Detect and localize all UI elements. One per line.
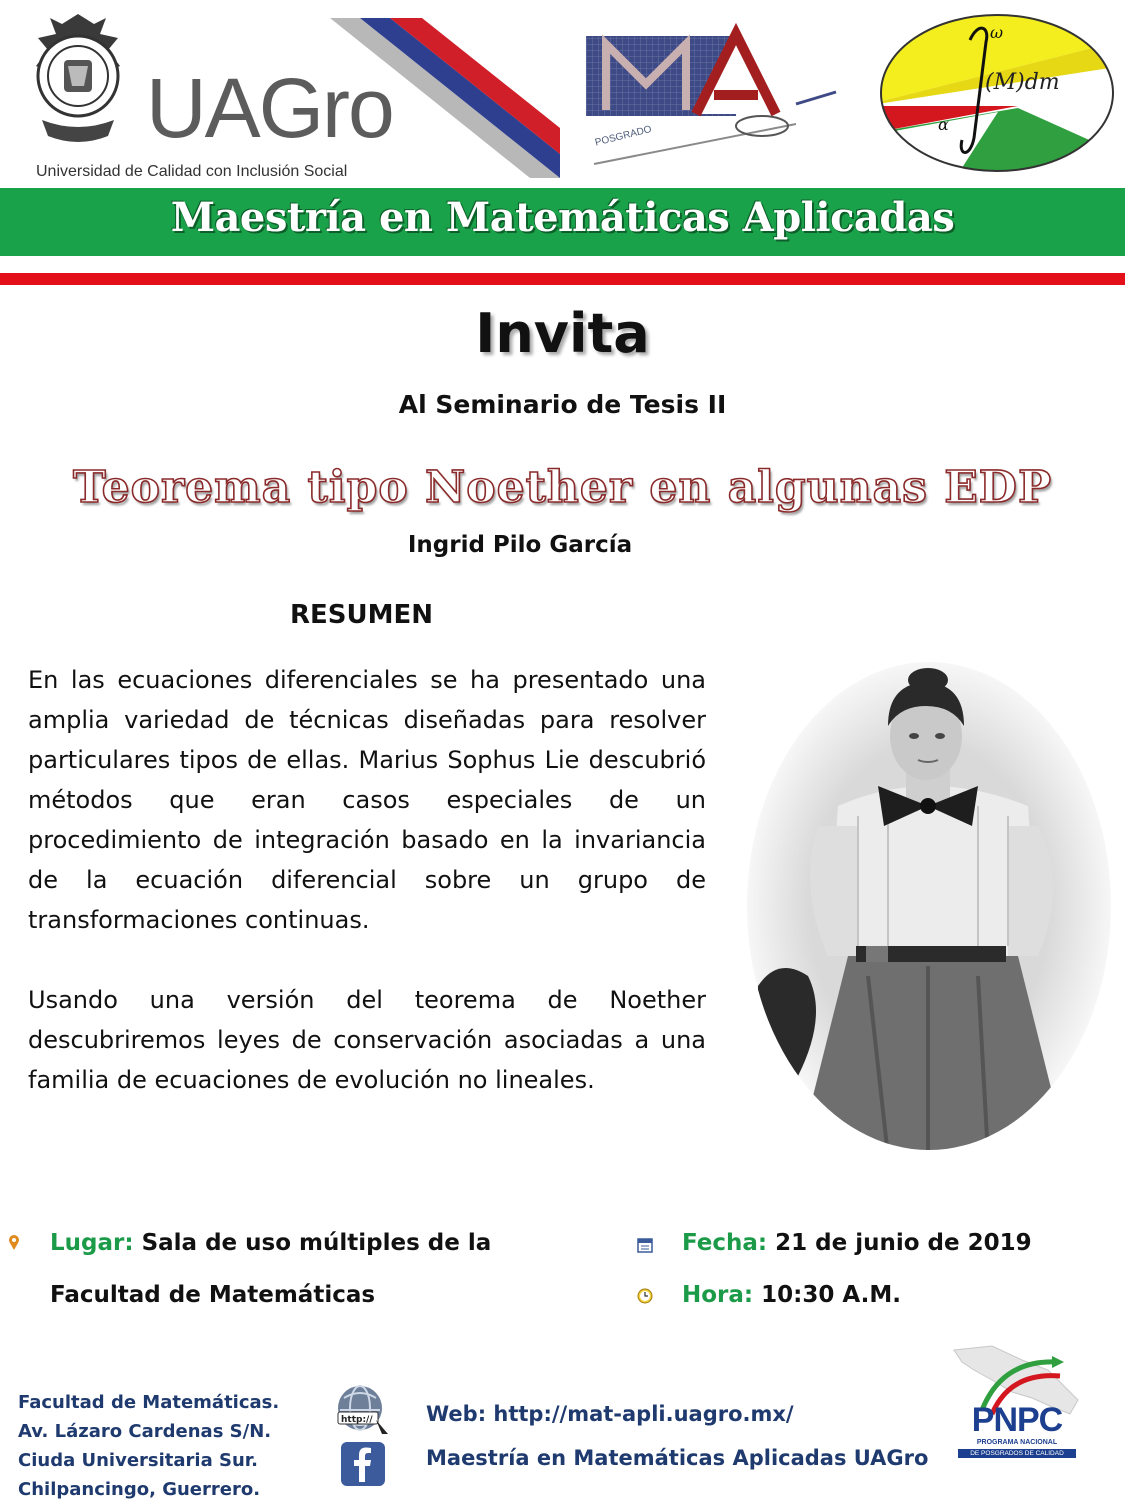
program-banner (0, 188, 1125, 256)
uagro-wordmark: UAGro (146, 61, 393, 155)
diagonal-stripes (330, 18, 560, 178)
date-label: Fecha: (682, 1230, 768, 1256)
facebook-icon[interactable] (341, 1442, 385, 1486)
globe-label: http:// (341, 1415, 373, 1425)
abstract-paragraph-2: Usando una versión del teorema de Noether descubriremos leyes de conservación asociadas a una familia de ecuaciones de evolución no lineales. (28, 986, 706, 1094)
integral-lower-limit: α (938, 115, 949, 134)
program-title: Maestría en Matemáticas Aplicadas (170, 194, 955, 241)
abstract-paragraph-1: En las ecuaciones diferenciales se ha presentado una amplia variedad de técnicas diseñadas para resolver particulares tipos de ellas. Marius Sophus Lie descubrió métodos que eran casos especiales de un procedimiento de integración basado en la invariancia de la ecuación diferencial sobre un grupo de transformaciones continuas. (28, 666, 706, 934)
clock-icon (637, 1288, 653, 1304)
uagro-tagline: Universidad de Calidad con Inclusión Social (36, 163, 348, 180)
talk-title: Teorema tipo Noether en algunas EDP (72, 462, 1053, 513)
place-value-1: Sala de uso múltiples de la (141, 1230, 492, 1256)
integral-expression: (M)dm (985, 70, 1060, 95)
facebook-page-link[interactable]: Maestría en Matemáticas Aplicadas UAGro (426, 1446, 929, 1470)
time-label: Hora: (682, 1282, 754, 1308)
location-pin-icon (6, 1234, 22, 1250)
abstract-heading: RESUMEN (290, 600, 434, 630)
pnpc-subtitle-2: DE POSGRADOS DE CALIDAD (958, 1449, 1076, 1458)
calendar-icon (637, 1237, 653, 1253)
pnpc-subtitle: PROGRAMA NACIONAL (976, 1439, 1058, 1446)
speaker-portrait (738, 656, 1120, 1156)
place-label: Lugar: (50, 1230, 134, 1256)
posgrado-label: POSGRADO (594, 124, 653, 149)
seminar-name: Al Seminario de Tesis II (398, 390, 727, 419)
address-block (18, 1388, 279, 1500)
date-value: 21 de junio de 2019 (775, 1230, 1032, 1256)
header-logos (0, 0, 1125, 190)
time-value: 10:30 A.M. (761, 1282, 901, 1308)
globe-icon (334, 1384, 392, 1436)
address-line-2: Av. Lázaro Cardenas S/N. (18, 1421, 272, 1442)
website-link[interactable]: Web: http://mat-apli.uagro.mx/ (426, 1402, 794, 1426)
abstract-body (28, 660, 706, 1100)
address-line-3: Ciuda Universitaria Sur. (18, 1450, 258, 1471)
integral-upper-limit: ω (990, 23, 1004, 42)
address-line-4: Chilpancingo, Guerrero. (18, 1479, 261, 1500)
pnpc-logo (958, 1402, 1076, 1458)
place-line-1 (50, 1230, 491, 1256)
place-value-2: Facultad de Matemáticas (50, 1282, 376, 1308)
date-row (682, 1230, 1032, 1256)
address-line-1: Facultad de Matemáticas. (18, 1392, 280, 1413)
time-row (682, 1282, 901, 1308)
red-divider (0, 273, 1125, 285)
pnpc-wordmark: PNPC (971, 1401, 1063, 1439)
university-seal-icon (28, 10, 128, 150)
invita-heading: Invita (475, 302, 650, 365)
ma-posgrado-logo (586, 14, 842, 174)
speaker-name: Ingrid Pilo García (407, 532, 633, 558)
